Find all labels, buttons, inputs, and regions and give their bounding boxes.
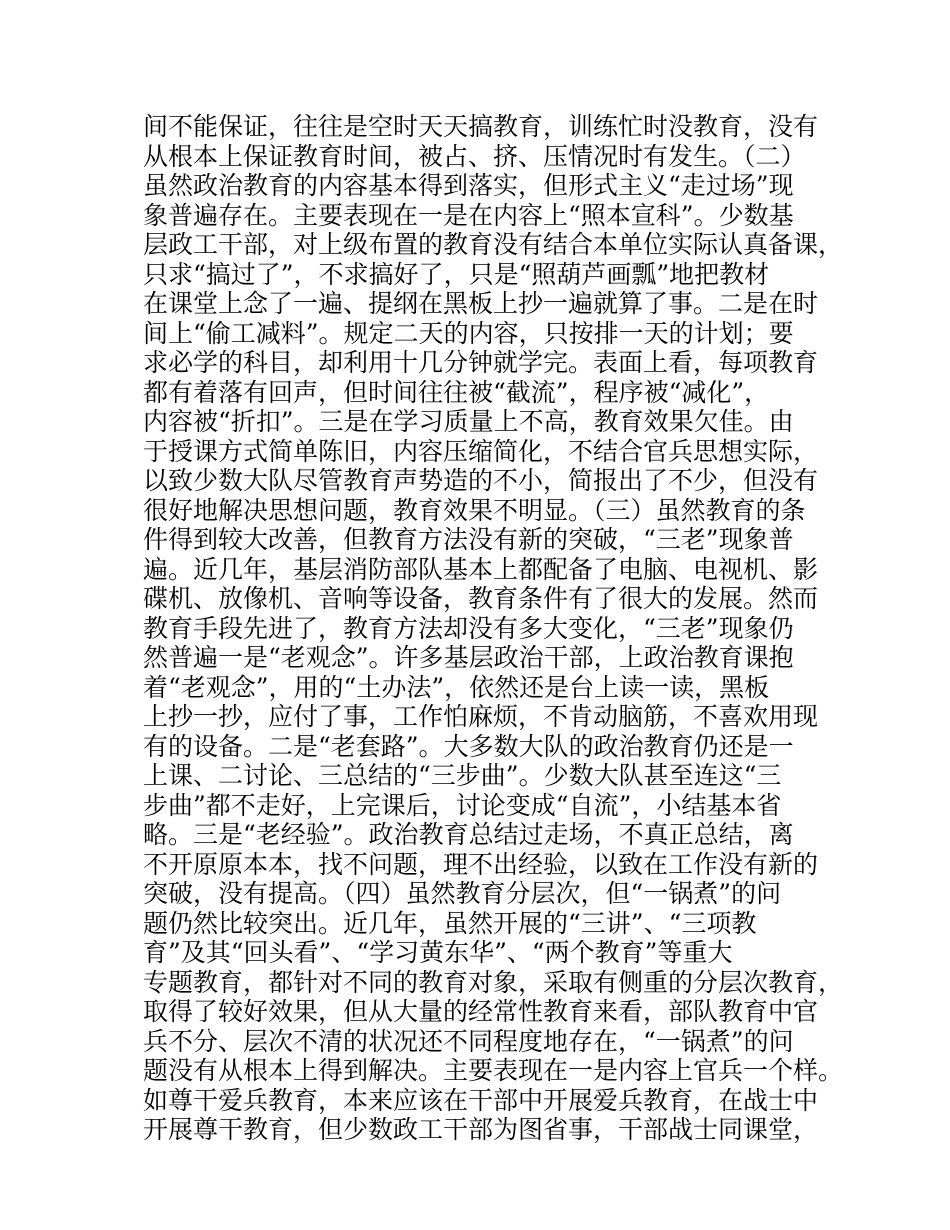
text-line: 突破，没有提高。（四）虽然教育分层次，但“一锅煮”的问: [143, 879, 782, 908]
text-line: 间上“偷工减料”。规定二天的内容，只按排一天的计划；要: [143, 318, 794, 348]
text-line: 取得了较好效果，但从大量的经常性教育来看，部队教育中官: [143, 997, 819, 1026]
text-line: 只求“搞过了”，不求搞好了，只是“照葫芦画瓢”地把教材: [143, 259, 770, 289]
text-line: 象普遍存在。主要表现在一是在内容上“照本宣科”。少数基: [143, 200, 794, 230]
text-line: 上课、二讨论、三总结的“三步曲”。少数大队甚至连这“三: [143, 761, 782, 790]
text-line: 间不能保证，往往是空时天天搞教育，训练忙时没教育，没有: [143, 112, 819, 141]
text-line: 碟机、放像机、音响等设备，教育条件有了很大的发展。然而: [143, 584, 819, 613]
text-line: 题仍然比较突出。近几年，虽然开展的“三讲”、“三项教: [143, 908, 757, 938]
text-line: 不开原原本本，找不问题，理不出经验，以致在工作没有新的: [143, 849, 819, 879]
text-line: 都有着落有回声，但时间往往被“截流”，程序被“减化”，: [143, 377, 770, 407]
text-line: 在课堂上念了一遍、提纲在黑板上抄一遍就算了事。二是在时: [143, 289, 819, 318]
text-line: 着“老观念”，用的“土办法”，依然还是台上读一读，黑板: [143, 672, 770, 702]
text-line: 虽然政治教育的内容基本得到落实，但形式主义“走过场”现: [143, 171, 794, 200]
text-line: 求必学的科目，却利用十几分钟就学完。表面上看，每项教育: [143, 348, 819, 377]
text-line: 件得到较大改善，但教育方法没有新的突破，“三老”现象普: [143, 525, 794, 554]
text-line: 教育手段先进了，教育方法却没有多大变化，“三老”现象仍: [143, 613, 794, 643]
text-line: 然普遍一是“老观念”。许多基层政治干部，上政治教育课抱: [143, 643, 794, 672]
text-line: 于授课方式简单陈旧，内容压缩简化，不结合官兵思想实际，: [143, 436, 819, 466]
text-line: 专题教育，都针对不同的教育对象，采取有侧重的分层次教育，: [143, 967, 844, 997]
text-line: 有的设备。二是“老套路”。大多数大队的政治教育仍还是一: [143, 731, 794, 761]
text-line: 步曲”都不走好，上完课后，讨论变成“自流”，小结基本省: [143, 790, 782, 820]
text-line: 层政工干部，对上级布置的教育没有结合本单位实际认真备课，: [143, 230, 844, 259]
text-line: 略。三是“老经验”。政治教育总结过走场，不真正总结，离: [143, 820, 794, 849]
text-line: 育”及其“回头看”、“学习黄东华”、“两个教育”等重大: [143, 938, 733, 967]
text-line: 从根本上保证教育时间，被占、挤、压情况时有发生。（二）: [143, 141, 806, 171]
text-line: 兵不分、层次不清的状况还不同程度地存在，“一锅煮”的问: [143, 1026, 794, 1056]
text-line: 遍。近几年，基层消防部队基本上都配备了电脑、电视机、影: [143, 554, 819, 584]
text-line: 题没有从根本上得到解决。主要表现在一是内容上官兵一个样。: [143, 1056, 844, 1085]
body-text: [143, 112, 844, 1145]
text-line: 上抄一抄，应付了事，工作怕麻烦，不肯动脑筋，不喜欢用现: [143, 702, 819, 731]
text-line: 很好地解决思想问题，教育效果不明显。（三）虽然教育的条: [143, 495, 806, 525]
text-line: 开展尊干教育，但少数政工干部为图省事，干部战士同课堂，: [143, 1115, 819, 1144]
text-line: 内容被“折扣”。三是在学习质量上不高，教育效果欠佳。由: [143, 407, 794, 436]
text-line: 如尊干爱兵教育，本来应该在干部中开展爱兵教育，在战士中: [143, 1085, 819, 1115]
text-line: 以致少数大队尽管教育声势造的不小，简报出了不少，但没有: [143, 466, 819, 495]
